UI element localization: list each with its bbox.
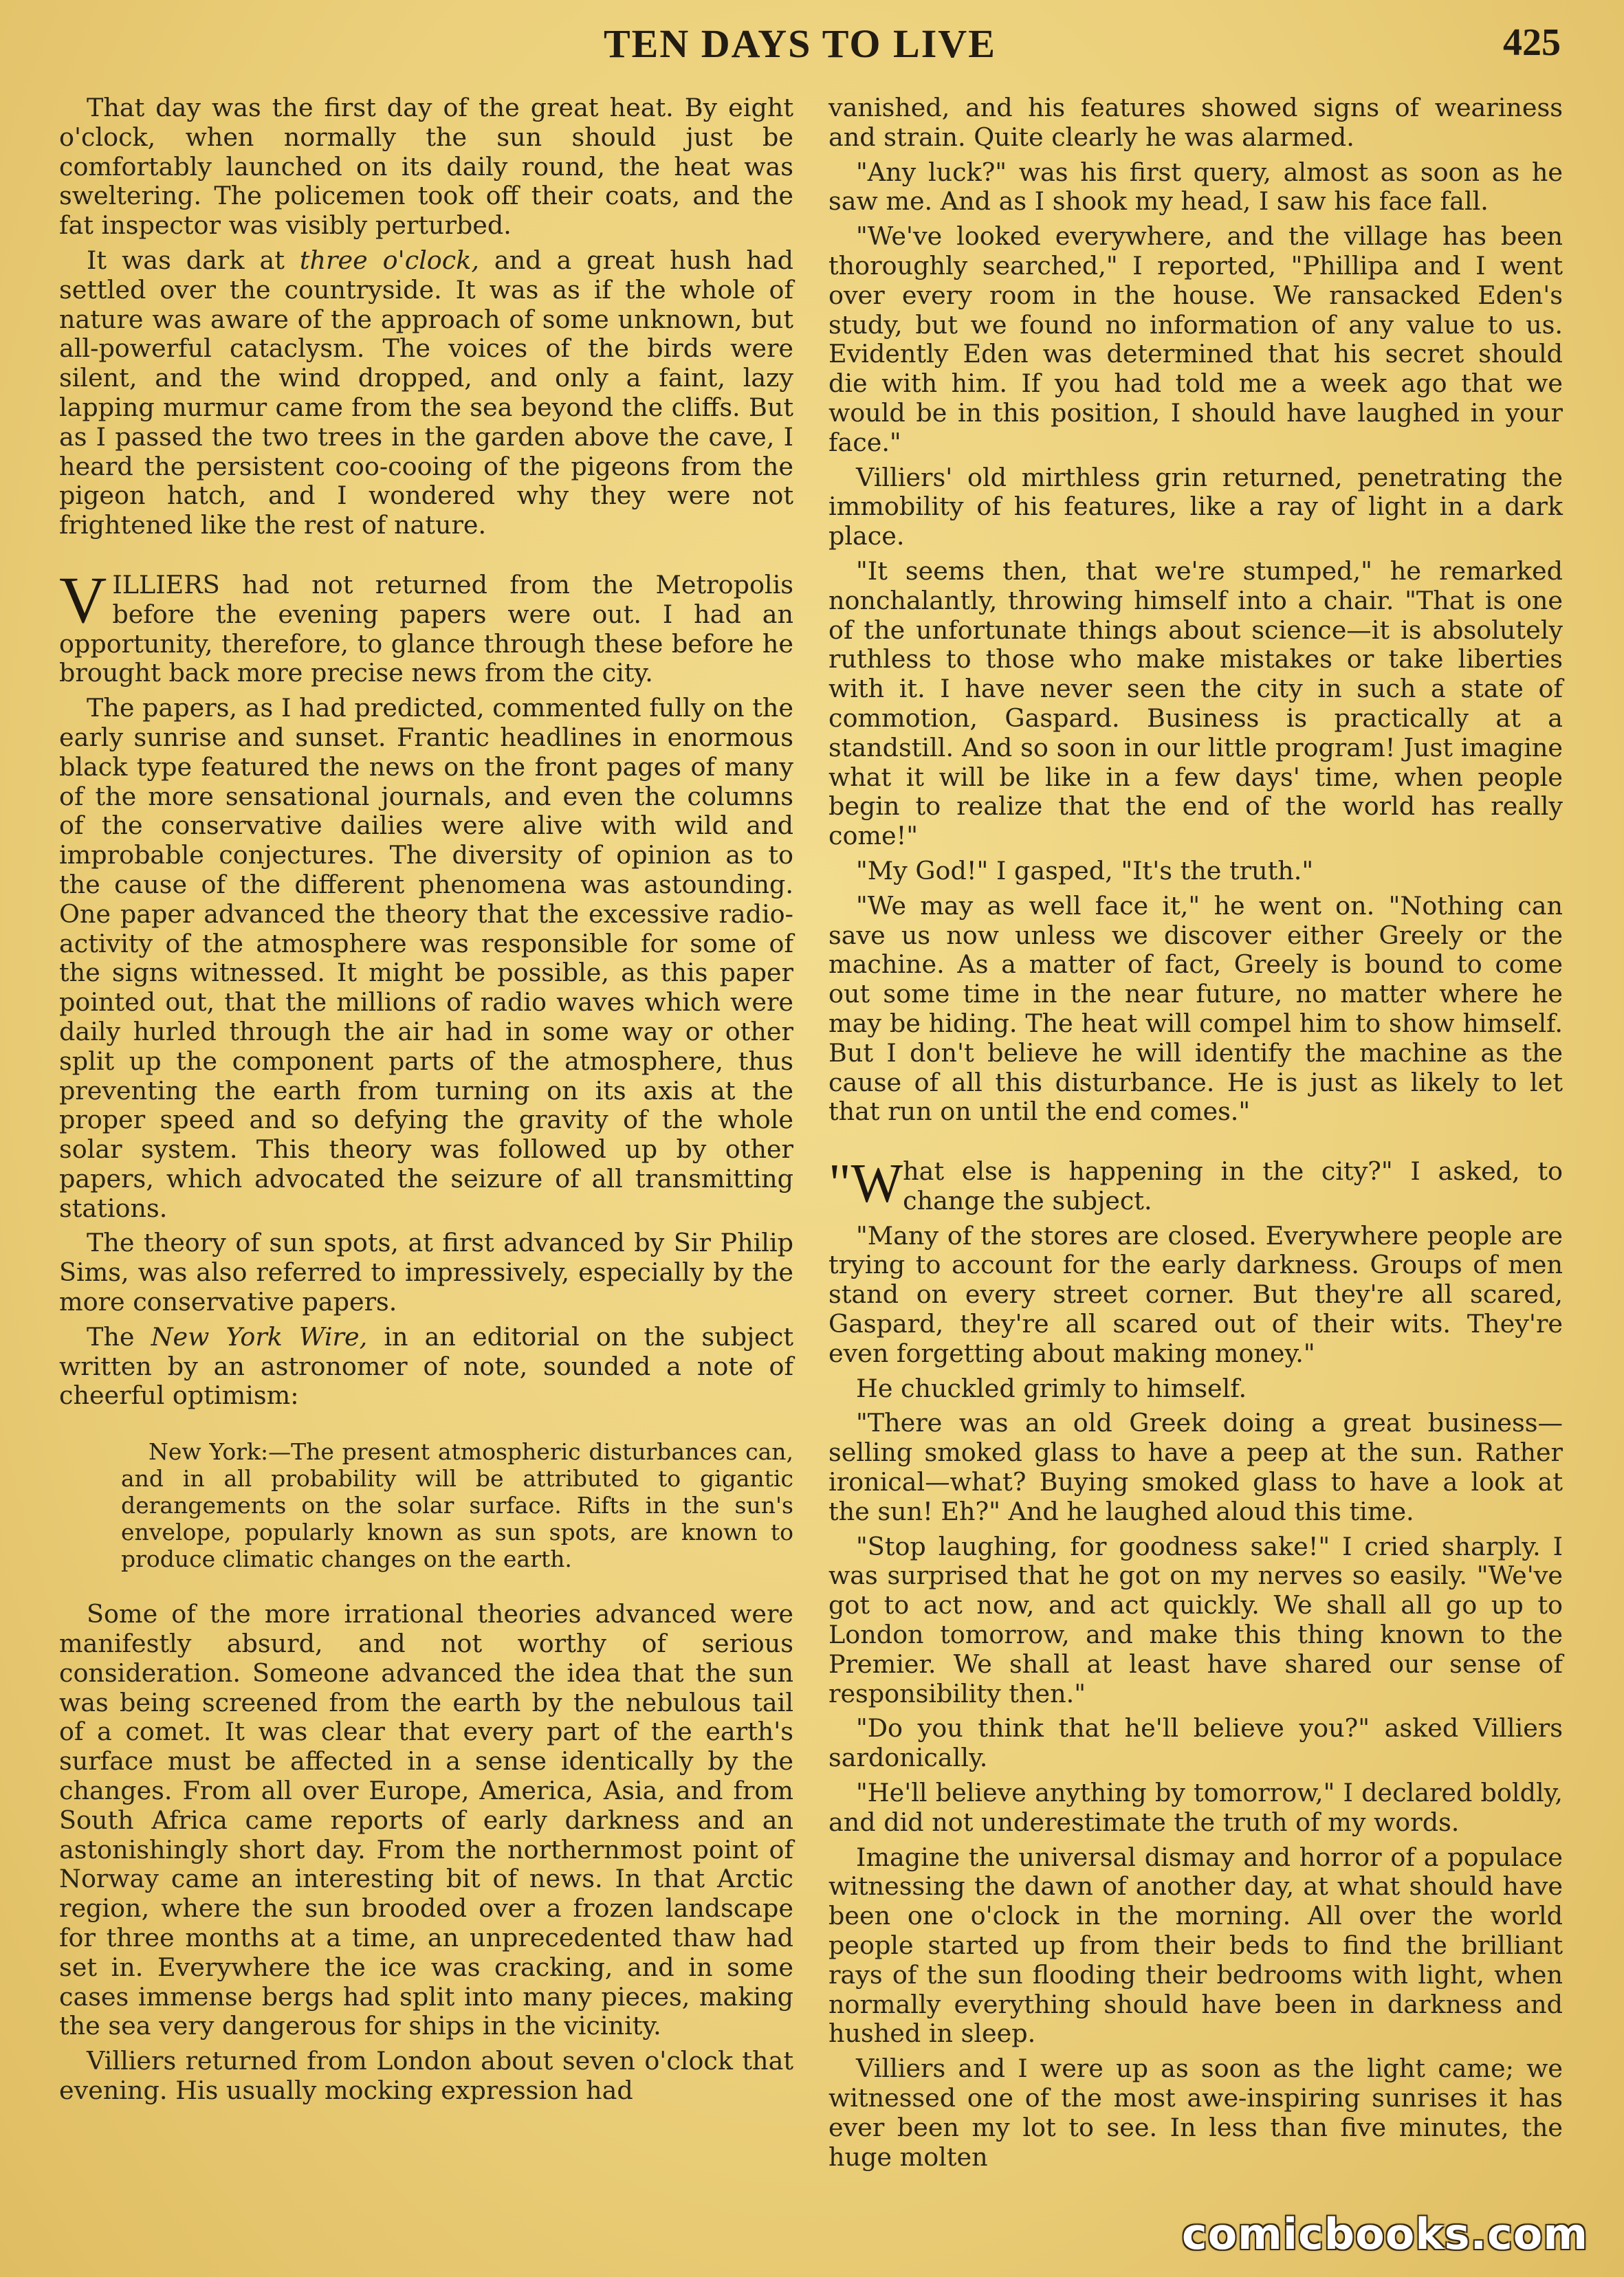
paragraph: "My God!" I gasped, "It's the truth." <box>856 855 1314 886</box>
paragraph: "Many of the stores are closed. Everywhere people are trying to account for the early darkness. Groups of men stand on every street corner. But they're all scared, Gaspard, they're all scared out of their wits. They're even forgetting about making money." <box>829 1220 1563 1368</box>
left-column <box>59 94 793 2111</box>
paragraph: The New York Wire, in an editorial on the subject written by an astronomer of note, sounded a note of cheerful optimism: <box>59 1321 793 1411</box>
paragraph: "Any luck?" was his first query, almost as soon as he saw me. And as I shook my head, I saw his face fall. <box>829 157 1563 217</box>
paragraph: "We may as well face it," he went on. "Nothing can save us now unless we discover either Greely or the machine. As a matter of fact, Greely is bound to come out some time in the near future, no matter where he may be hiding. The heat will compel him to show himself. But I don't believe he will identify the machine as the cause of all this disturbance. He is just as likely to let that run on until the end comes." <box>829 890 1563 1127</box>
paragraph: "There was an old Greek doing a great business—selling smoked glass to have a peep at the sun. Rather ironical—what? Buying smoked glass to have a look at the sun! Eh?" And he laughed aloud this time. <box>829 1408 1563 1526</box>
paragraph: The papers, as I had predicted, commented fully on the early sunrise and sunset. Frantic headlines in enormous black type featured the news on the front pages of many of the more sensational journals, and even the columns of the conservative dailies were alive with wild and improbable conjectures. The diversity of opinion as to the cause of the different phenomena was astounding. One paper advanced the theory that the excessive radio-activity of the atmosphere was responsible for some of the signs witnessed. It might be possible, as this paper pointed out, that the millions of radio waves which were daily hurled through the air had in some way or other split up the component parts of the atmosphere, thus preventing the earth from turning on its axis at the proper speed and so defying the gravity of the whole solar system. This theory was followed up by other papers, which advocated the seizure of all transmitting stations. <box>59 693 793 1223</box>
section-paragraph: VILLIERS had not returned from the Metropolis before the evening papers were out. I had an opportunity, therefore, to glance through these before he brought back more precise news from the city. <box>59 562 793 688</box>
paragraph: Villiers' old mirthless grin returned, penetrating the immobility of his features, like a ray of light in a dark place. <box>829 462 1563 551</box>
paragraph: He chuckled grimly to himself. <box>856 1373 1247 1403</box>
paragraph: "He'll believe anything by tomorrow," I declared boldly, and did not underestimate the truth of my words. <box>829 1778 1563 1837</box>
paragraph: Villiers and I were up as soon as the light came; we witnessed one of the most awe-inspiring sunrises it has ever been my lot to see. In less than five minutes, the huge molten <box>829 2054 1563 2172</box>
paragraph: Villiers returned from London about seven o'clock that evening. His usually mocking expression had <box>59 2046 793 2106</box>
paragraph: "It seems then, that we're stumped," he remarked nonchalantly, throwing himself into a chair. "That is one of the unfortunate things about science—it is absolutely ruthless to those who make mistakes or take liberties with it. I have never seen the city in such a state of commotion, Gaspard. Business is practically at a standstill. And so soon in our little program! Just imagine what it will be like in a few days' time, when people begin to realize that the end of the world has really come!" <box>829 556 1563 851</box>
paragraph: "We've looked everywhere, and the village has been thoroughly searched," I reported, "Phillipa and I went over every room in the house. We ransacked Eden's study, but we found no information of any value to us. Evidently Eden was determined that his secret should die with him. If you had told me a week ago that we would be in this position, I should have laughed in your face." <box>829 221 1563 457</box>
section-paragraph: "What else is happening in the city?" I asked, to change the subject. <box>829 1154 1563 1216</box>
right-column <box>829 94 1563 2177</box>
paragraph: It was dark at three o'clock, and a great hush had settled over the countryside. It was as if the whole of nature was aware of the approach of some unknown, but all-powerful cataclysm. The voices of the birds were silent, and the wind dropped, and only a faint, lazy lapping murmur came from the sea beyond the cliffs. But as I passed the two trees in the garden above the cave, I heard the persistent coo-cooing of the pigeons from the pigeon hatch, and I wondered why they were not frightened like the rest of nature. <box>59 245 793 540</box>
page-title: TEN DAYS TO LIVE <box>604 21 996 66</box>
paragraph: vanished, and his features showed signs of weariness and strain. Quite clearly he was alarmed. <box>829 93 1563 152</box>
paragraph: Imagine the universal dismay and horror of a populace witnessing the dawn of another day, at what should have been one o'clock in the morning. All over the world people started up from their beds to find the brilliant rays of the sun flooding their bedrooms with light, when normally everything should have been in darkness and hushed in sleep. <box>829 1842 1563 2049</box>
paragraph: "Stop laughing, for goodness sake!" I cried sharply. I was surprised that he got on my nerves so easily. "We've got to act now, and act quickly. We shall all go up to London tomorrow, and make this thing known to the Premier. We shall at least have shared our sense of responsibility then." <box>829 1531 1563 1708</box>
newspaper-quote: New York:—The present atmospheric disturbances can, and in all probability will be attributed to gigantic derangements on the solar surface. Rifts in the sun's envelope, popularly known as sun spots, are known to produce climatic changes on the earth. <box>121 1438 793 1573</box>
paragraph: "Do you think that he'll believe you?" asked Villiers sardonically. <box>829 1713 1563 1773</box>
paragraph: Some of the more irrational theories advanced were manifestly absurd, and not worthy of serious consideration. Someone advanced the idea that the sun was being screened from the earth by the nebulous tail of a comet. It was clear that every part of the earth's surface must be affected in a sense identically by the changes. From all over Europe, America, Asia, and from South Africa came reports of early darkness and an astonishingly short day. From the northernmost point of Norway came an interesting bit of news. In that Arctic region, where the sun brooded over a frozen landscape for three months at a time, an unprecedented thaw had set in. Everywhere the ice was cracking, and in some cases immense bergs had split into many pieces, making the sea very dangerous for ships in the vicinity. <box>59 1599 793 2041</box>
watermark: comicbooks.com <box>1181 2209 1588 2259</box>
page-number: 425 <box>1503 21 1561 64</box>
drop-cap: V <box>59 562 107 637</box>
paragraph: That day was the first day of the great heat. By eight o'clock, when normally the sun should just be comfortably launched on its daily round, the heat was sweltering. The policemen took off their coats, and the fat inspector was visibly perturbed. <box>59 93 793 241</box>
page-header <box>0 0 1624 89</box>
paragraph: The theory of sun spots, at first advanced by Sir Philip Sims, was also referred to impressively, especially by the more conservative papers. <box>59 1228 793 1317</box>
drop-cap: "W <box>829 1154 903 1215</box>
